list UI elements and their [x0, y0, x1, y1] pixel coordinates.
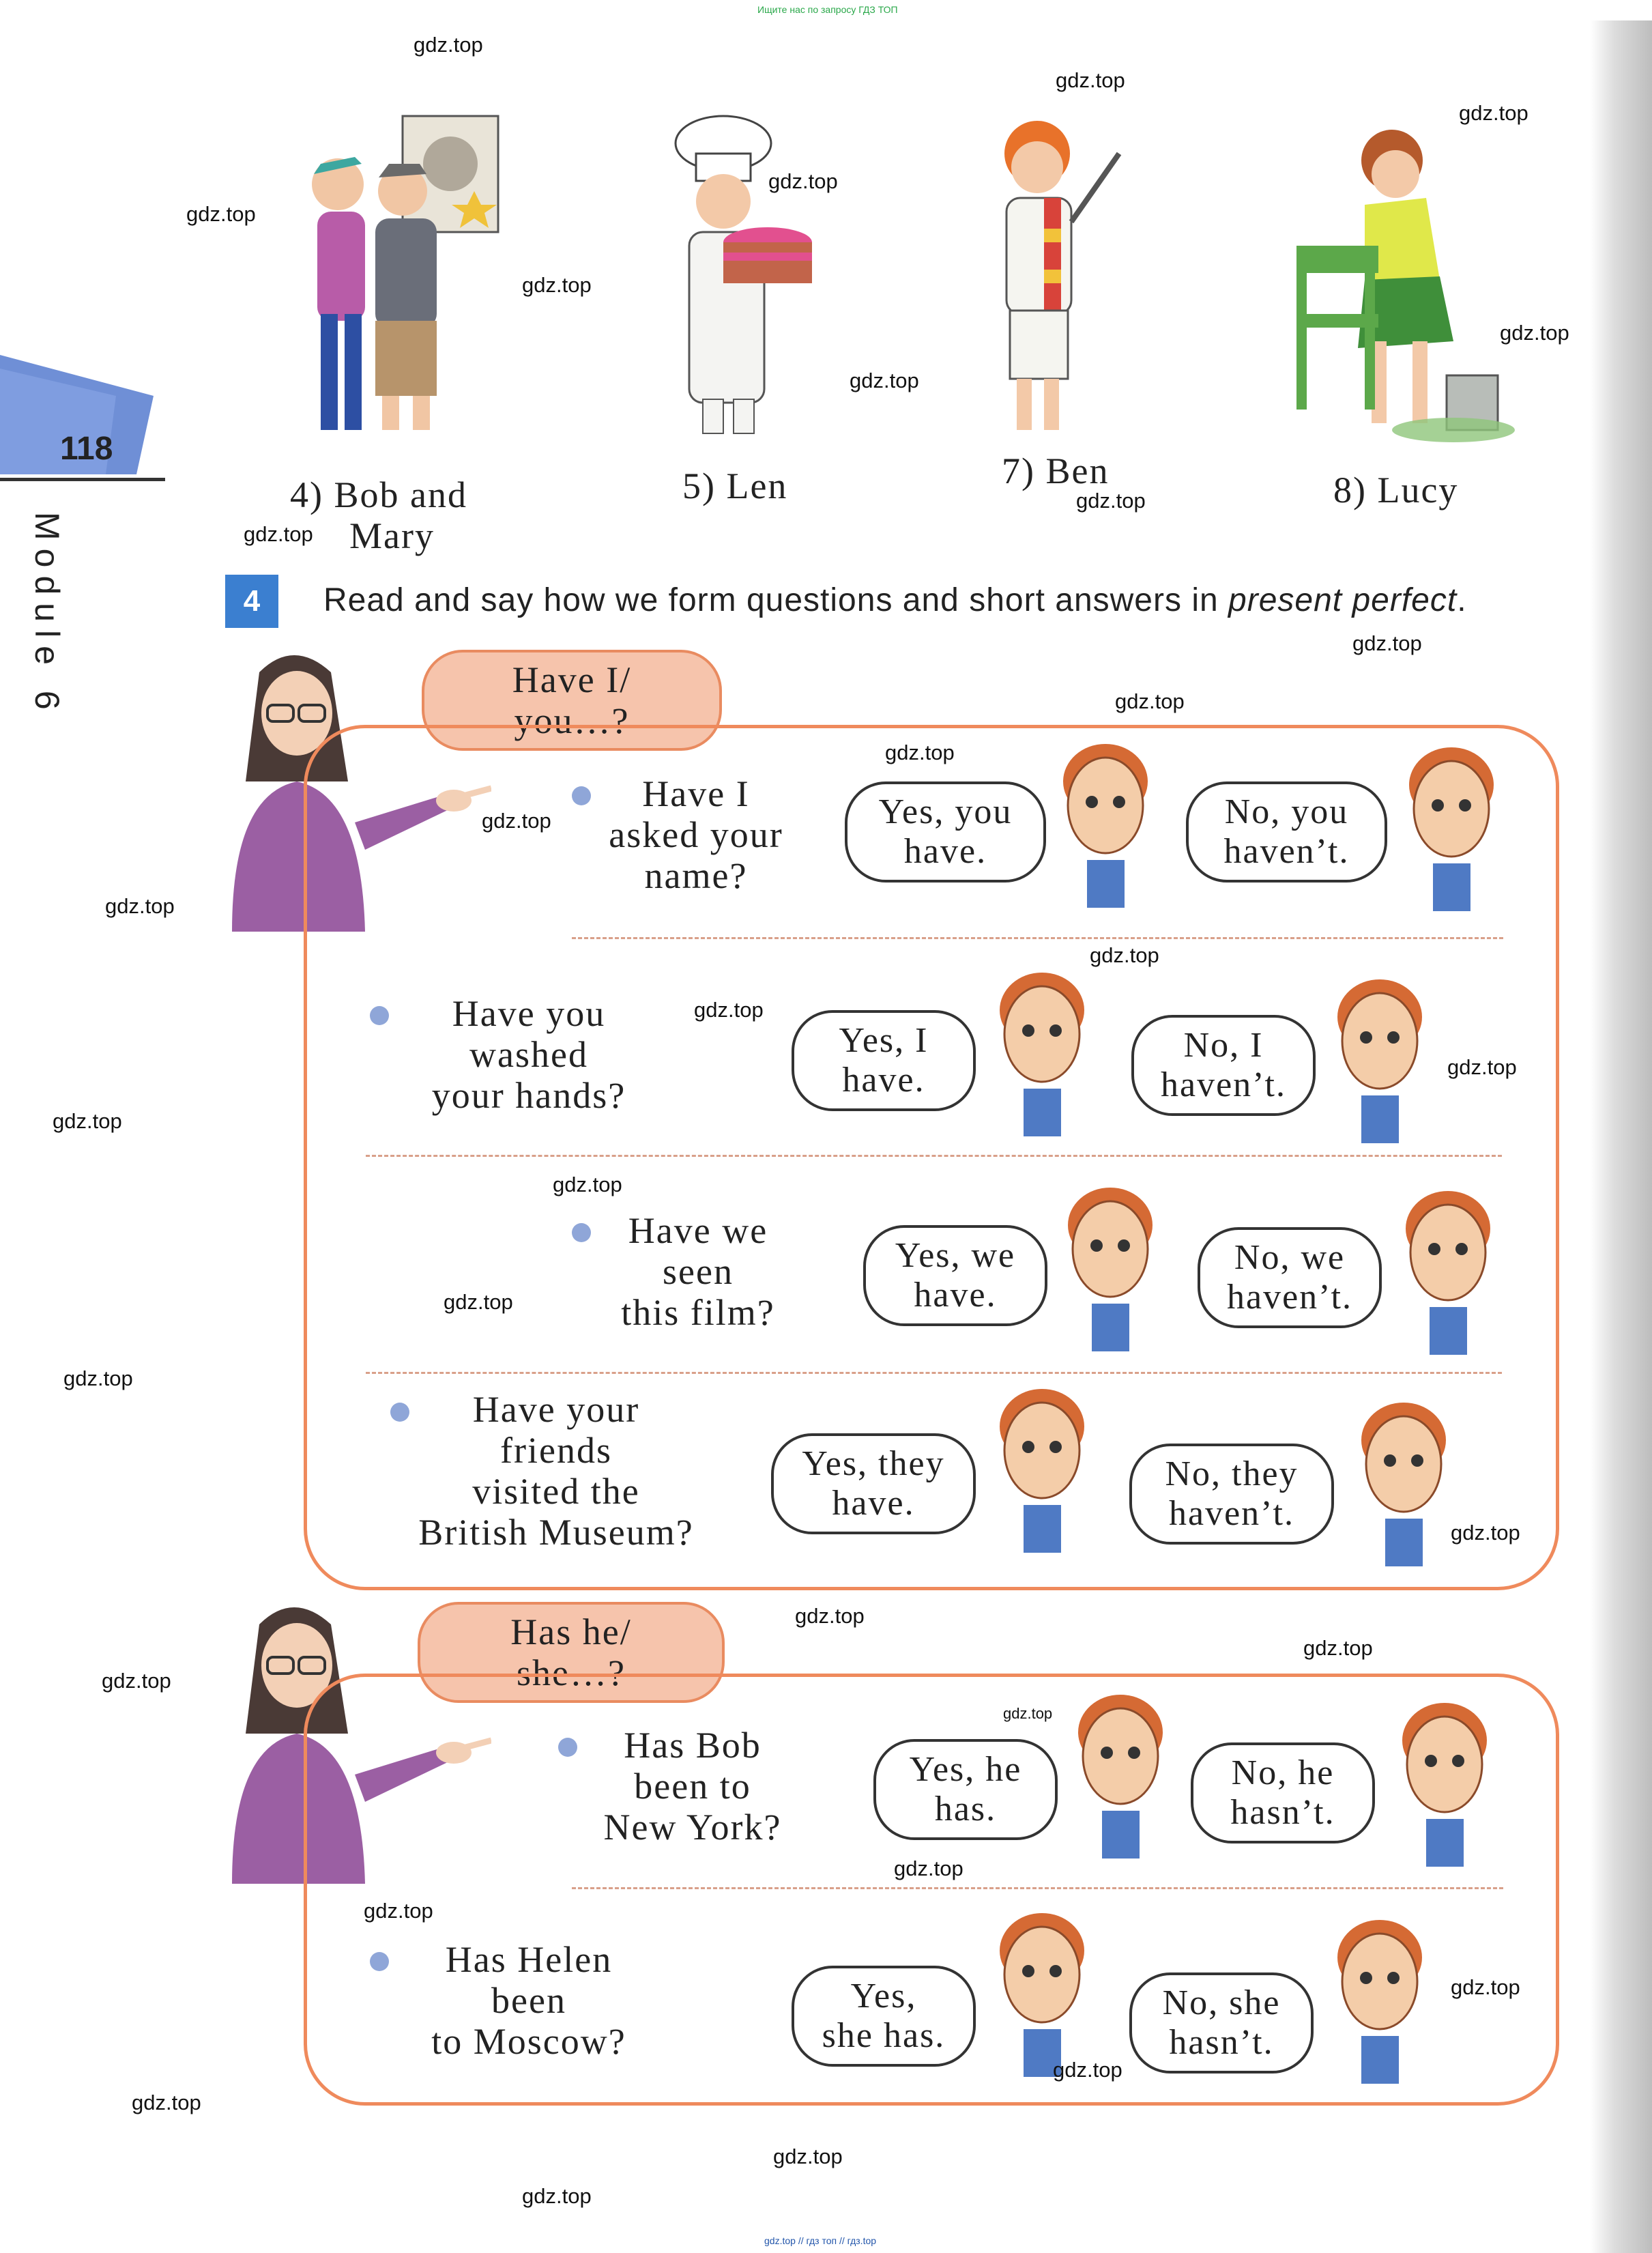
boy-face-icon: [1354, 1399, 1457, 1577]
question-line3: your hands?: [431, 1075, 626, 1116]
watermark: gdz.top: [1447, 1055, 1517, 1079]
question-text: [382, 1389, 730, 1553]
row-divider: [572, 1887, 1503, 1889]
boy-face-icon: [993, 1386, 1095, 1563]
question-text: [409, 1939, 648, 2062]
yes-answer-line1: Yes, we: [895, 1236, 1016, 1275]
watermark: gdz.top: [1053, 2058, 1122, 2082]
page-edge-shadow: [1590, 20, 1652, 2253]
question-text: [587, 773, 805, 896]
watermark: gdz.top: [186, 202, 256, 226]
question-line2: washed: [469, 1034, 588, 1075]
exercise-number: 4: [243, 584, 261, 618]
watermark: gdz.top: [1451, 1521, 1520, 1545]
yes-answer-line2: have.: [842, 1061, 925, 1100]
watermark: gdz.top: [773, 2144, 843, 2168]
illustration-bob-and-mary: [280, 109, 512, 450]
watermark: gdz.top: [1303, 1636, 1373, 1660]
yes-answer-line2: have.: [903, 832, 987, 871]
yes-answer-bubble: [792, 1010, 976, 1111]
watermark: gdz.top: [1115, 689, 1185, 713]
footer-note: gdz.top // гдз топ // гдз.top: [764, 2235, 877, 2246]
no-answer-line1: No, she: [1162, 1983, 1281, 2022]
yes-answer-line1: Yes, he: [909, 1750, 1022, 1789]
watermark: gdz.top: [694, 998, 764, 1022]
page-number: 118: [60, 431, 113, 467]
illustration-ben: [969, 113, 1146, 440]
question-line2: been: [491, 1980, 566, 2021]
boy-face-icon: [1395, 1699, 1498, 1877]
question-line1: Have your: [472, 1389, 640, 1430]
teacher-bubble-line1: Has he/: [510, 1611, 632, 1652]
illustration-lucy: [1283, 123, 1528, 444]
yes-answer-line2: she has.: [822, 2016, 946, 2055]
no-answer-line1: No, I: [1183, 1026, 1264, 1065]
question-text: [403, 993, 655, 1116]
watermark: gdz.top: [768, 169, 838, 193]
boy-face-icon: [1331, 1917, 1433, 2094]
yes-answer-line1: Yes, I: [839, 1021, 929, 1060]
illustration-len: [648, 113, 826, 447]
yes-answer-bubble: [771, 1433, 976, 1534]
watermark: gdz.top: [850, 369, 919, 392]
yes-answer-line2: have.: [914, 1276, 997, 1315]
module-label: Module 6: [28, 512, 66, 718]
question-line4: British Museum?: [418, 1512, 694, 1553]
question-text: [580, 1725, 805, 1848]
question-line3: name?: [644, 855, 748, 896]
no-answer-line2: hasn’t.: [1230, 1793, 1335, 1832]
watermark: gdz.top: [364, 1899, 433, 1923]
watermark: gdz.top: [63, 1366, 133, 1390]
question-text: [592, 1210, 804, 1333]
watermark: gdz.top: [522, 2184, 592, 2208]
no-answer-line1: No, you: [1224, 792, 1349, 831]
watermark: gdz.top: [102, 1669, 171, 1693]
yes-answer-bubble: [873, 1739, 1058, 1840]
watermark: gdz.top: [1003, 1705, 1053, 1722]
boy-face-icon: [1331, 976, 1433, 1153]
no-answer-line2: haven’t.: [1227, 1278, 1352, 1317]
exercise-number-badge: [225, 575, 278, 628]
watermark: gdz.top: [1076, 489, 1146, 513]
teacher-bubble-line2: you…?: [514, 700, 630, 741]
caption-bob-and-mary: 4) Bob and: [290, 474, 467, 515]
yes-answer-line2: has.: [934, 1790, 997, 1828]
page-number-rule: [0, 478, 165, 481]
watermark: gdz.top: [1352, 631, 1422, 655]
bullet-dot: [370, 1006, 389, 1025]
question-line2: been to: [634, 1766, 751, 1807]
watermark: gdz.top: [1500, 321, 1569, 345]
question-line1: Has Helen: [445, 1939, 613, 1980]
no-answer-line1: No, he: [1231, 1753, 1335, 1792]
watermark: gdz.top: [1459, 101, 1528, 125]
no-answer-bubble: [1129, 1972, 1314, 2073]
yes-answer-bubble: [845, 781, 1046, 882]
question-line2: seen: [663, 1251, 734, 1292]
question-line1: Has Bob: [624, 1725, 762, 1766]
no-answer-bubble: [1198, 1227, 1382, 1328]
watermark: gdz.top: [53, 1109, 122, 1133]
watermark: gdz.top: [414, 33, 483, 57]
caption-ben: 7) Ben: [1002, 450, 1110, 491]
no-answer-bubble: [1129, 1444, 1334, 1545]
caption-len: 5) Len: [682, 465, 788, 506]
boy-face-icon: [1071, 1691, 1174, 1869]
boy-face-icon: [1399, 1188, 1501, 1365]
instruction-italic: present perfect: [1228, 582, 1458, 618]
question-line1: Have you: [452, 993, 606, 1034]
no-answer-bubble: [1191, 1742, 1375, 1843]
bullet-dot: [558, 1738, 577, 1757]
no-answer-bubble: [1131, 1015, 1316, 1116]
watermark: gdz.top: [1090, 943, 1159, 967]
watermark: gdz.top: [482, 809, 551, 833]
boy-face-icon: [1056, 741, 1159, 918]
exercise-instruction: [323, 582, 1467, 619]
question-line3: to Moscow?: [431, 2021, 626, 2062]
question-line2: asked your: [609, 814, 783, 855]
watermark: gdz.top: [894, 1856, 963, 1880]
watermark: gdz.top: [1056, 68, 1125, 92]
yes-answer-line1: Yes, you: [878, 792, 1013, 831]
yes-answer-bubble: [863, 1225, 1047, 1326]
watermark: gdz.top: [105, 894, 175, 918]
question-line3: visited the: [472, 1471, 640, 1512]
no-answer-line2: haven’t.: [1161, 1065, 1286, 1104]
watermark: gdz.top: [553, 1173, 622, 1196]
instruction-period: .: [1457, 582, 1467, 618]
no-answer-line2: haven’t.: [1223, 832, 1350, 871]
no-answer-line1: No, they: [1165, 1454, 1299, 1493]
yes-answer-line2: have.: [832, 1484, 915, 1523]
row-divider: [366, 1155, 1502, 1157]
panel-cut: [491, 734, 497, 938]
watermark: gdz.top: [795, 1604, 865, 1628]
yes-answer-bubble: [792, 1966, 976, 2067]
caption-bob-and-mary-line2: Mary: [349, 515, 435, 556]
question-line1: Have I: [642, 773, 750, 814]
watermark: gdz.top: [444, 1290, 513, 1314]
watermark: gdz.top: [244, 522, 313, 546]
question-line3: this film?: [621, 1292, 775, 1333]
boy-face-icon: [1402, 744, 1505, 921]
row-divider: [366, 1372, 1502, 1374]
no-answer-line1: No, we: [1234, 1238, 1346, 1277]
row-divider: [572, 937, 1503, 939]
top-notice: Ищите нас по запросу ГДЗ ТОП: [757, 4, 898, 15]
boy-face-icon: [1061, 1184, 1163, 1362]
watermark: gdz.top: [1451, 1975, 1520, 1999]
instruction-text: Read and say how we form questions and short answers in: [323, 582, 1219, 618]
watermark: gdz.top: [885, 741, 955, 764]
question-line2: friends: [500, 1430, 612, 1471]
teacher-bubble-line2: she…?: [517, 1652, 626, 1693]
no-answer-line2: hasn’t.: [1169, 2023, 1274, 2062]
question-line3: New York?: [603, 1807, 782, 1848]
caption-lucy: 8) Lucy: [1333, 470, 1459, 511]
bullet-dot: [572, 1223, 591, 1242]
no-answer-line2: haven’t.: [1169, 1494, 1294, 1533]
boy-face-icon: [993, 969, 1095, 1147]
yes-answer-line1: Yes,: [850, 1977, 917, 2015]
no-answer-bubble: [1186, 781, 1387, 882]
teacher-bubble-line1: Have I/: [512, 659, 632, 700]
bullet-dot: [370, 1952, 389, 1971]
question-line1: Have we: [628, 1210, 768, 1251]
yes-answer-line1: Yes, they: [802, 1444, 945, 1483]
watermark: gdz.top: [132, 2091, 201, 2114]
watermark: gdz.top: [522, 273, 592, 297]
